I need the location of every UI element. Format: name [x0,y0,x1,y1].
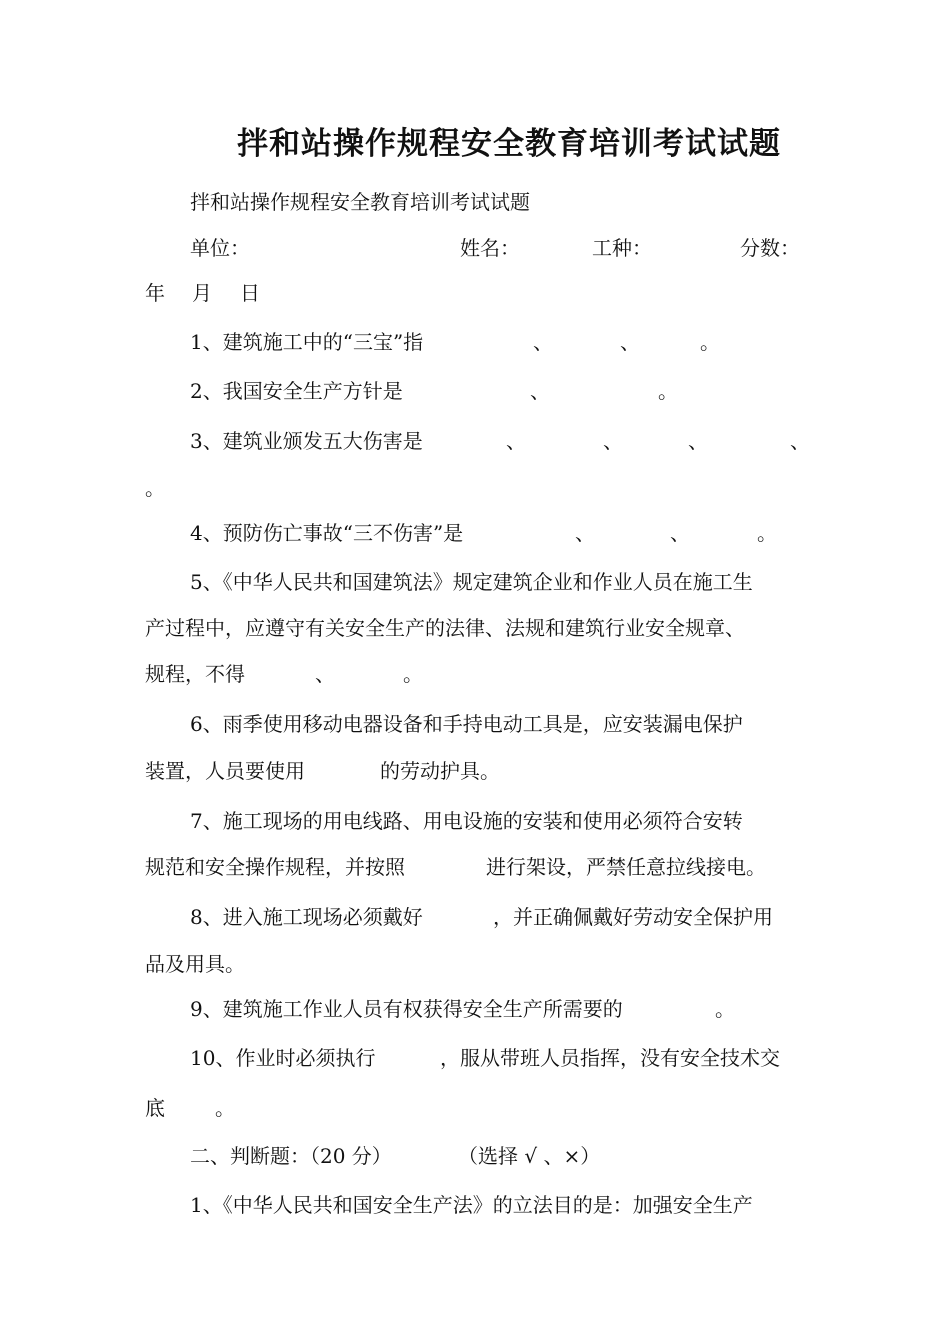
q10-end: 。 [215,1096,235,1120]
q4-end: 。 [757,521,777,545]
trade-label: 工种： [592,236,652,260]
q2-end: 。 [658,379,678,403]
q3-sep-1: 、 [506,429,526,453]
question-5-line-2: 产过程中，应遵守有关安全生产的法律、法规和建筑行业安全规章、 [145,616,745,640]
question-10-line-2: 底 [145,1096,165,1120]
date-day: 日 [240,281,260,305]
section-2-heading: 二、判断题：（20 分） [190,1144,392,1168]
question-7-line-2b: 进行架设，严禁任意拉线接电。 [486,855,766,879]
question-1: 1、建筑施工中的“三宝”指 [190,330,424,354]
question-6-line-2b: 的劳动护具。 [380,759,500,783]
document-title: 拌和站操作规程安全教育培训考试试题 [237,126,781,162]
question-4: 4、预防伤亡事故“三不伤害”是 [190,521,464,545]
date-year: 年 [145,281,165,305]
question-6-line-1: 6、雨季使用移动电器设备和手持电动工具是，应安装漏电保护 [190,712,743,736]
question-5-line-3: 规程，不得 [145,662,245,686]
question-2: 2、我国安全生产方针是 [190,379,403,403]
question-8-line-2: 品及用具。 [145,952,245,976]
unit-label: 单位： [190,236,250,260]
question-10-line-1b: ，服从带班人员指挥，没有安全技术交 [440,1046,780,1070]
question-5-line-1: 5、《中华人民共和国建筑法》规定建筑企业和作业人员在施工生 [190,570,753,594]
q9-end: 。 [715,997,735,1021]
question-7-line-1: 7、施工现场的用电线路、用电设施的安装和使用必须符合安转 [190,809,743,833]
name-label: 姓名： [460,236,520,260]
q5-sep-1: 、 [315,662,335,686]
q2-sep-1: 、 [530,379,550,403]
question-9: 9、建筑施工作业人员有权获得安全生产所需要的 [190,997,623,1021]
question-10-line-1a: 10、作业时必须执行 [190,1046,376,1070]
q3-sep-4: 、 [790,429,810,453]
question-7-line-2a: 规范和安全操作规程，并按照 [145,855,405,879]
section-2-note: （选择 √ 、×） [458,1144,601,1168]
q3-sep-2: 、 [603,429,623,453]
q4-sep-1: 、 [575,521,595,545]
question-6-line-2a: 装置，人员要使用 [145,759,305,783]
q1-end: 。 [700,330,720,354]
question-8-line-1a: 8、进入施工现场必须戴好 [190,905,423,929]
q1-sep-1: 、 [533,330,553,354]
question-3: 3、建筑业颁发五大伤害是 [190,429,423,453]
q5-end: 。 [403,662,423,686]
q1-sep-2: 、 [620,330,640,354]
q4-sep-2: 、 [670,521,690,545]
q3-sep-3: 、 [688,429,708,453]
subtitle: 拌和站操作规程安全教育培训考试试题 [190,190,530,214]
section-2-question-1: 1、《中华人民共和国安全生产法》的立法目的是：加强安全生产 [190,1193,753,1217]
date-month: 月 [192,281,212,305]
question-8-line-1b: ，并正确佩戴好劳动安全保护用 [493,905,773,929]
q3-end: 。 [145,476,165,500]
score-label: 分数： [740,236,800,260]
